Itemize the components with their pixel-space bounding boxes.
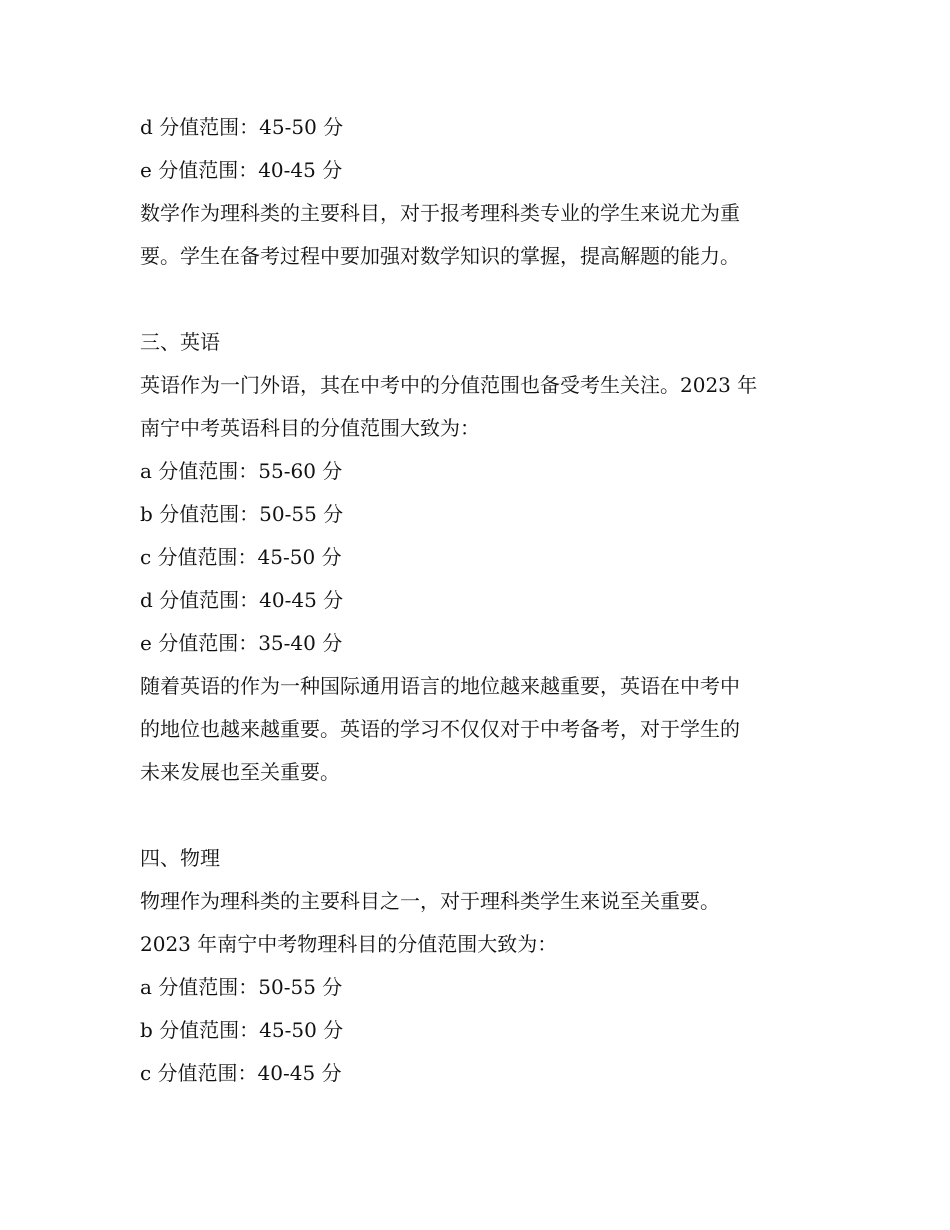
math-paragraph-line-2: 要。学生在备考过程中要加强对数学知识的掌握，提高解题的能力。 (140, 244, 740, 268)
english-range-e: e 分值范围：35-40 分 (140, 631, 343, 655)
math-range-e: e 分值范围：40-45 分 (140, 158, 343, 182)
section-spacer (140, 278, 815, 321)
english-range-b: b 分值范围：50-55 分 (140, 502, 344, 526)
math-range-d: d 分值范围：45-50 分 (140, 115, 344, 139)
english-intro-line-1: 英语作为一门外语，其在中考中的分值范围也备受考生关注。2023 年 (140, 373, 758, 397)
physics-heading: 四、物理 (140, 846, 220, 870)
physics-range-c: c 分值范围：40-45 分 (140, 1061, 342, 1085)
physics-intro-line-1: 物理作为理科类的主要科目之一，对于理科类学生来说至关重要。 (140, 889, 720, 913)
english-heading: 三、英语 (140, 330, 220, 354)
document-content (140, 106, 815, 1095)
physics-range-b: b 分值范围：45-50 分 (140, 1018, 344, 1042)
english-paragraph-line-1: 随着英语的作为一种国际通用语言的地位越来越重要，英语在中考中 (140, 674, 740, 698)
english-range-a: a 分值范围：55-60 分 (140, 459, 343, 483)
english-range-c: c 分值范围：45-50 分 (140, 545, 342, 569)
english-range-d: d 分值范围：40-45 分 (140, 588, 344, 612)
english-paragraph-line-2: 的地位也越来越重要。英语的学习不仅仅对于中考备考，对于学生的 (140, 717, 740, 741)
math-paragraph-line-1: 数学作为理科类的主要科目，对于报考理科类专业的学生来说尤为重 (140, 201, 740, 225)
english-paragraph-line-3: 未来发展也至关重要。 (140, 760, 340, 784)
physics-range-a: a 分值范围：50-55 分 (140, 975, 343, 999)
english-intro-line-2: 南宁中考英语科目的分值范围大致为： (140, 416, 480, 440)
section-spacer (140, 794, 815, 837)
physics-intro-line-2: 2023 年南宁中考物理科目的分值范围大致为： (140, 932, 558, 956)
